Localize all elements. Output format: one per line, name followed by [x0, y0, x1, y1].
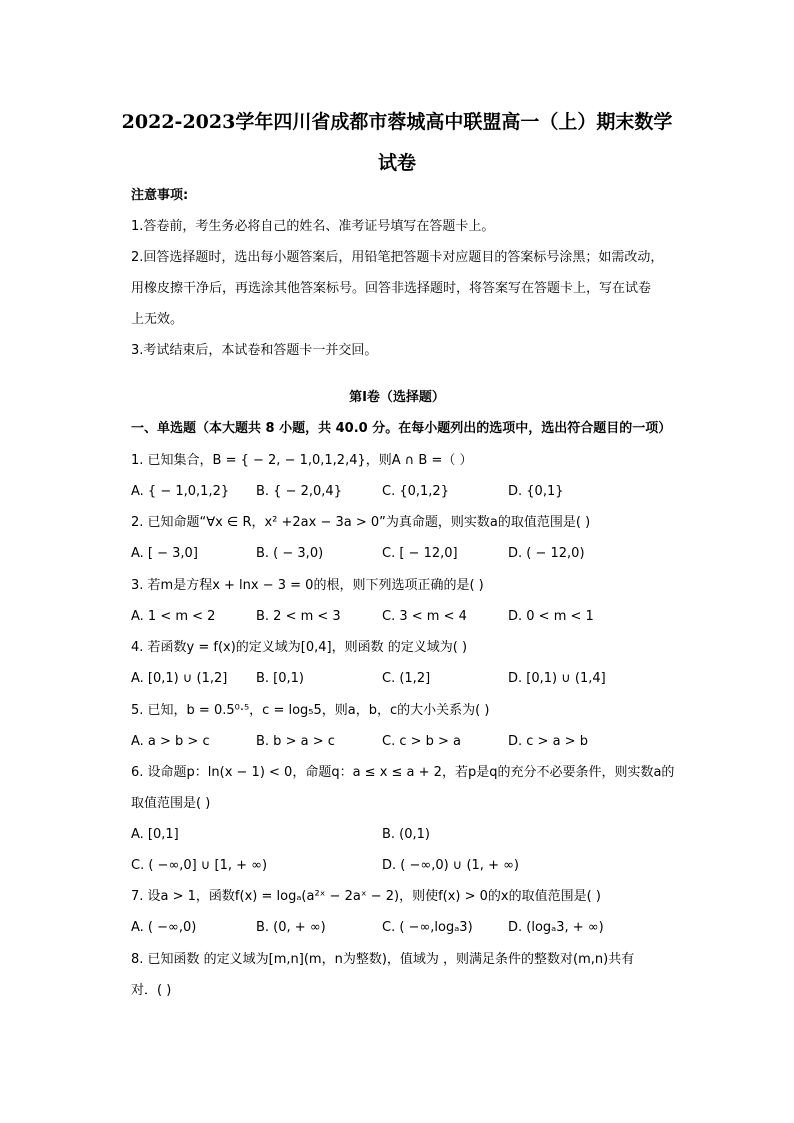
question-7-option-d[interactable]: D. (logₐ3, + ∞)	[508, 920, 604, 935]
notice-item-1: 1.答卷前，考生务必将自己的姓名、准考证号填写在答题卡上。	[131, 219, 495, 234]
question-3-option-b[interactable]: B. 2 < m < 3	[256, 609, 341, 624]
question-6-option-c[interactable]: C. ( −∞,0] ∪ [1, + ∞)	[131, 858, 268, 873]
question-2-option-a[interactable]: A. [ − 3,0]	[131, 546, 198, 561]
question-7-option-b[interactable]: B. (0, + ∞)	[256, 920, 326, 935]
question-5-option-b[interactable]: B. b > a > c	[256, 734, 335, 749]
question-3-option-d[interactable]: D. 0 < m < 1	[508, 609, 594, 624]
question-7-option-a[interactable]: A. ( −∞,0)	[131, 920, 197, 935]
question-3-option-c[interactable]: C. 3 < m < 4	[382, 609, 467, 624]
exam-title-line1: 2022-2023学年四川省成都市蓉城高中联盟高一（上）期末数学	[121, 111, 673, 133]
question-6-option-a[interactable]: A. [0,1]	[131, 827, 179, 842]
question-3-stem: 3. 若m是方程x + lnx − 3 = 0的根，则下列选项正确的是( )	[131, 578, 484, 593]
notice-item-2: 2.回答选择题时，选出每小题答案后，用铅笔把答题卡对应题目的答案标号涂黑；如需改动，	[131, 250, 664, 265]
notice-item-3: 3.考试结束后，本试卷和答题卡一并交回。	[131, 343, 378, 358]
question-4-stem: 4. 若函数y = f(x)的定义域为[0,4]，则函数 的定义域为( )	[131, 640, 468, 655]
question-5-option-d[interactable]: D. c > a > b	[508, 734, 588, 749]
question-8-stem: 8. 已知函数 的定义域为[m,n](m，n为整数)，值域为 ，则满足条件的整数对(m,n)共有	[131, 952, 635, 967]
question-4-option-b[interactable]: B. [0,1)	[256, 671, 305, 686]
notice-item-2-cont: 用橡皮擦干净后，再选涂其他答案标号。回答非选择题时，将答案写在答题卡上，写在试卷	[131, 281, 652, 296]
question-6-option-b[interactable]: B. (0,1)	[382, 827, 431, 842]
question-2-option-d[interactable]: D. ( − 12,0)	[508, 546, 585, 561]
notice-heading: 注意事项:	[131, 188, 189, 203]
notice-item-2-end: 上无效。	[131, 312, 184, 327]
question-7-stem: 7. 设a > 1，函数f(x) = logₐ(a²ˣ − 2aˣ − 2)，则使f(x) > 0的x的取值范围是( )	[131, 889, 601, 904]
question-4-option-c[interactable]: C. (1,2]	[382, 671, 431, 686]
question-2-option-c[interactable]: C. [ − 12,0]	[382, 546, 458, 561]
question-1-option-a[interactable]: A. { − 1,0,1,2}	[131, 484, 230, 499]
question-5-option-c[interactable]: C. c > b > a	[382, 734, 462, 749]
question-1-option-b[interactable]: B. { − 2,0,4}	[256, 484, 342, 499]
question-6-stem: 6. 设命题p：ln(x − 1) < 0，命题q：a ≤ x ≤ a + 2，若p是q的充分不必要条件，则实数a的	[131, 765, 675, 780]
question-3-option-a[interactable]: A. 1 < m < 2	[131, 609, 216, 624]
question-6-option-d[interactable]: D. ( −∞,0) ∪ (1, + ∞)	[382, 858, 519, 873]
question-2-option-b[interactable]: B. ( − 3,0)	[256, 546, 324, 561]
question-4-option-d[interactable]: D. [0,1) ∪ (1,4]	[508, 671, 606, 686]
section-header: 一、单选题（本大题共 8 小题，共 40.0 分。在每小题列出的选项中，选出符合题目的一项）	[131, 421, 672, 436]
question-1-option-d[interactable]: D. {0,1}	[508, 484, 564, 499]
question-5-option-a[interactable]: A. a > b > c	[131, 734, 210, 749]
question-5-stem: 5. 已知，b = 0.5⁰·⁵，c = log₅5，则a，b，c的大小关系为( )	[131, 703, 490, 718]
question-8-stem-cont: 对．( )	[131, 983, 172, 998]
section-title: 第Ⅰ卷（选择题）	[349, 390, 445, 405]
question-1-option-c[interactable]: C. {0,1,2}	[382, 484, 449, 499]
question-7-option-c[interactable]: C. ( −∞,logₐ3)	[382, 920, 473, 935]
question-6-stem-cont: 取值范围是( )	[131, 796, 211, 811]
question-2-stem: 2. 已知命题“∀x ∈ R，x² +2ax − 3a > 0”为真命题，则实数a的取值范围是( )	[131, 515, 591, 530]
exam-title-line2: 试卷	[377, 152, 416, 174]
question-4-option-a[interactable]: A. [0,1) ∪ (1,2]	[131, 671, 228, 686]
question-1-stem: 1. 已知集合，B = { − 2, − 1,0,1,2,4}，则A ∩ B =（ ）	[131, 453, 473, 468]
